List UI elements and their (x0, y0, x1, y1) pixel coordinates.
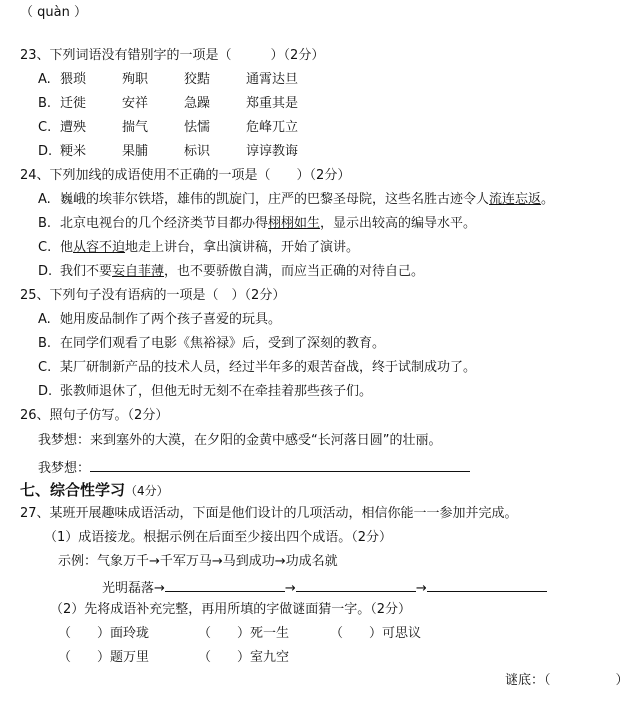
q23-option-c: C. 遭殃 揣气 怯懦 危峰兀立 (38, 120, 299, 135)
q23-option-b: B. 迁徙 安祥 急躁 郑重其是 (38, 96, 299, 111)
question-26-title: 26、照句子仿写。（2分） (20, 408, 169, 423)
underlined-idiom: 从容不迫 (73, 240, 126, 255)
q27-example: 示例：气象万千→千军万马→马到成功→功成名就 (58, 554, 338, 569)
chain-blank-2[interactable] (296, 577, 416, 592)
idiom-fill-3[interactable]: （ ）可思议 (330, 626, 422, 641)
idiom-fill-2[interactable]: （ ）死一生 (198, 626, 290, 641)
section-7-heading: 七、综合性学习（4分） (20, 481, 169, 499)
q25-option-c: C. 某厂研制新产品的技术人员，经过半年多的艰苦奋战，终于试制成功了。 (38, 360, 477, 375)
chain-blank-3[interactable] (427, 577, 547, 592)
q27-row-1 (58, 625, 421, 643)
q26-answer-blank[interactable] (90, 457, 470, 472)
q27-sub2: （2）先将成语补充完整，再用所填的字做谜面猜一字。（2分） (50, 602, 412, 617)
underlined-idiom: 妄自菲薄 (112, 264, 165, 279)
q25-option-b: B. 在同学们观看了电影《焦裕禄》后，受到了深刻的教育。 (38, 336, 386, 351)
q23-option-d: D. 粳米 果脯 标识 谆谆教诲 (38, 144, 299, 159)
idiom-fill-1[interactable]: （ ）面玲珑 (58, 626, 150, 641)
q26-answer-line: 我梦想： (38, 457, 470, 478)
q24-option-a: A. 巍峨的埃菲尔铁塔，雄伟的凯旋门，庄严的巴黎圣母院，这些名胜古迹令人流连忘返。 (38, 192, 555, 207)
q24-option-c: C. 他从容不迫地走上讲台，拿出演讲稿，开始了演讲。 (38, 240, 360, 255)
q25-option-a: A. 她用废品制作了两个孩子喜爱的玩具。 (38, 312, 282, 327)
q27-sub1: （1）成语接龙。根据示例在后面至少接出四个成语。（2分） (44, 530, 393, 545)
q24-option-b: B. 北京电视台的几个经济类节目都办得栩栩如生，显示出较高的编导水平。 (38, 216, 477, 231)
underlined-idiom: 栩栩如生 (268, 216, 321, 231)
question-27-title: 27、某班开展趣味成语活动，下面是他们设计的几项活动，相信你能一一参加并完成。 (20, 506, 518, 521)
idiom-fill-5[interactable]: （ ）室九空 (198, 650, 290, 665)
question-25-title: 25、下列句子没有语病的一项是（ ）（2分） (20, 288, 286, 303)
question-23-title: 23、下列词语没有错别字的一项是（ ）（2分） (20, 48, 325, 63)
chain-blank-1[interactable] (165, 577, 285, 592)
pinyin-answer: （ quàn ） (20, 5, 87, 20)
q25-option-d: D. 张教师退休了，但他无时无刻不在牵挂着那些孩子们。 (38, 384, 373, 399)
underlined-idiom: 流连忘返 (489, 192, 542, 207)
q24-option-d: D. 我们不要妄自菲薄，也不要骄傲自满，而应当正确的对待自己。 (38, 264, 425, 279)
q27-idiom-chain: 光明磊落→ → → (102, 577, 547, 598)
idiom-fill-4[interactable]: （ ）题万里 (58, 650, 150, 665)
q26-example: 我梦想：来到塞外的大漠，在夕阳的金黄中感受“长河落日圆”的壮丽。 (38, 433, 442, 448)
riddle-answer[interactable]: 谜底：（ ） (505, 673, 629, 688)
q23-option-a: A. 猥琐 殉职 狡黠 通霄达旦 (38, 72, 299, 87)
question-24-title: 24、下列加线的成语使用不正确的一项是（ ）（2分） (20, 168, 351, 183)
q27-row-2 (58, 649, 289, 667)
